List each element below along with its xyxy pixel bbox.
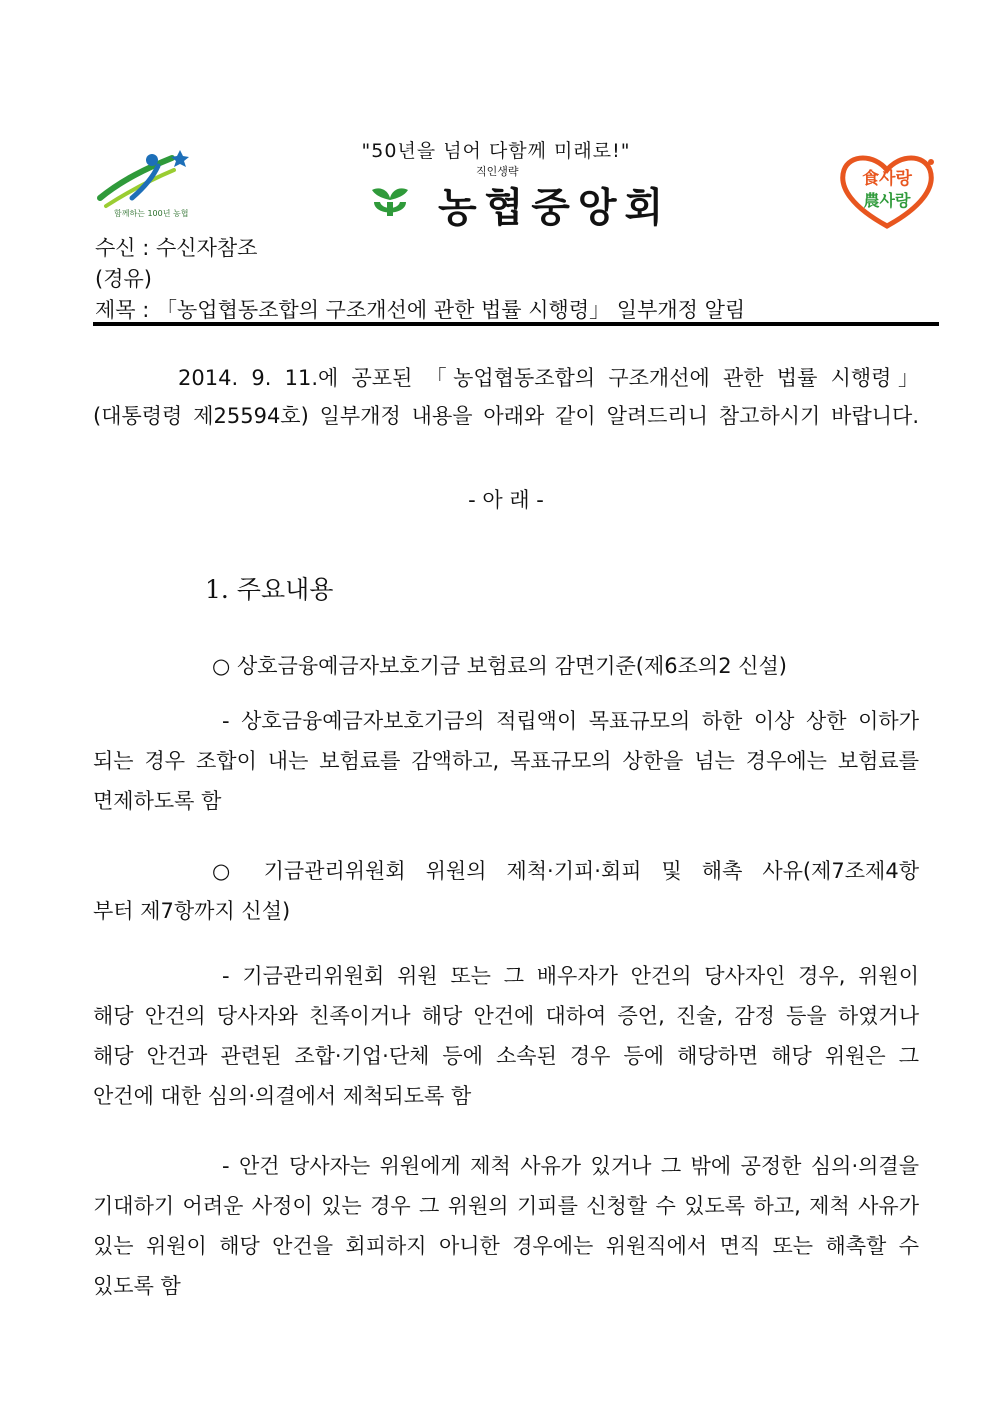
item-2-detail-b-line: 기대하기 어려운 사정이 있는 경우 그 위원의 기피를 신청할 수 있도록 하고, 제척 사유가 <box>93 1194 919 1218</box>
section-title: 1. 주요내용 <box>205 575 334 604</box>
item-2-heading-line: 부터 제7항까지 신설) <box>93 899 291 923</box>
nh-emblem-icon <box>368 184 412 224</box>
item-2-heading-line: ○ 기금관리위원회 위원의 제척·기피·회피 및 해촉 사유(제7조제4항 <box>212 859 919 883</box>
seal-omitted-note: 직인생략 <box>476 165 519 178</box>
via-line: (경유) <box>95 267 152 291</box>
left-logo-caption: 함께하는 100년 농협 <box>114 209 189 218</box>
item-1-detail-line: 면제하도록 함 <box>93 789 222 813</box>
item-1-detail-line: 되는 경우 조합이 내는 보험료를 감액하고, 목표규모의 상한을 넘는 경우에는 보험료를 <box>93 749 919 773</box>
right-logo-icon <box>834 148 940 230</box>
notice-heading: - 아 래 - <box>468 488 544 512</box>
right-logo-top-text: 食사랑 <box>862 169 912 189</box>
item-2-detail-b-line: - 안건 당사자는 위원에게 제척 사유가 있거나 그 밖에 공정한 심의·의결을 <box>222 1154 919 1178</box>
item-2-detail-a-line: 안건에 대한 심의·의결에서 제척되도록 함 <box>93 1084 472 1108</box>
subject-line: 제목 : 「농업협동조합의 구조개선에 관한 법률 시행령」 일부개정 알림 <box>95 298 746 322</box>
item-2-detail-a-line: 해당 안건의 당사자와 친족이거나 해당 안건에 대하여 증언, 진술, 감정 등을 하였거나 <box>93 1004 919 1028</box>
organization-name: 농협중앙회 <box>438 184 672 231</box>
recipient-line: 수신 : 수신자참조 <box>95 236 258 260</box>
item-2-detail-a-line: 해당 안건과 관련된 조합·기업·단체 등에 소속된 경우 등에 해당하면 해당 위원은 그 <box>93 1044 919 1068</box>
slogan: "50년을 넘어 다함께 미래로!" <box>361 140 631 162</box>
header-divider <box>93 322 939 326</box>
item-2-detail-b-line: 있는 위원이 해당 안건을 회피하지 아니한 경우에는 위원직에서 면직 또는 해촉할 수 <box>93 1234 919 1258</box>
item-1-detail-line: - 상호금융예금자보호기금의 적립액이 목표규모의 하한 이상 상한 이하가 <box>222 709 919 733</box>
item-2-detail-b-line: 있도록 함 <box>93 1274 181 1298</box>
item-2-detail-a-line: - 기금관리위원회 위원 또는 그 배우자가 안건의 당사자인 경우, 위원이 <box>222 964 919 988</box>
item-1-heading: ○ 상호금융예금자보호기금 보험료의 감면기준(제6조의2 신설) <box>212 654 787 678</box>
intro-line-1: 2014. 9. 11.에 공포된 「농업협동조합의 구조개선에 관한 법률 시행령」 <box>178 366 919 390</box>
intro-line-2: (대통령령 제25594호) 일부개정 내용을 아래와 같이 알려드리니 참고하시기 바랍니다. <box>93 404 919 428</box>
right-logo-bottom-text: 農사랑 <box>863 191 911 210</box>
